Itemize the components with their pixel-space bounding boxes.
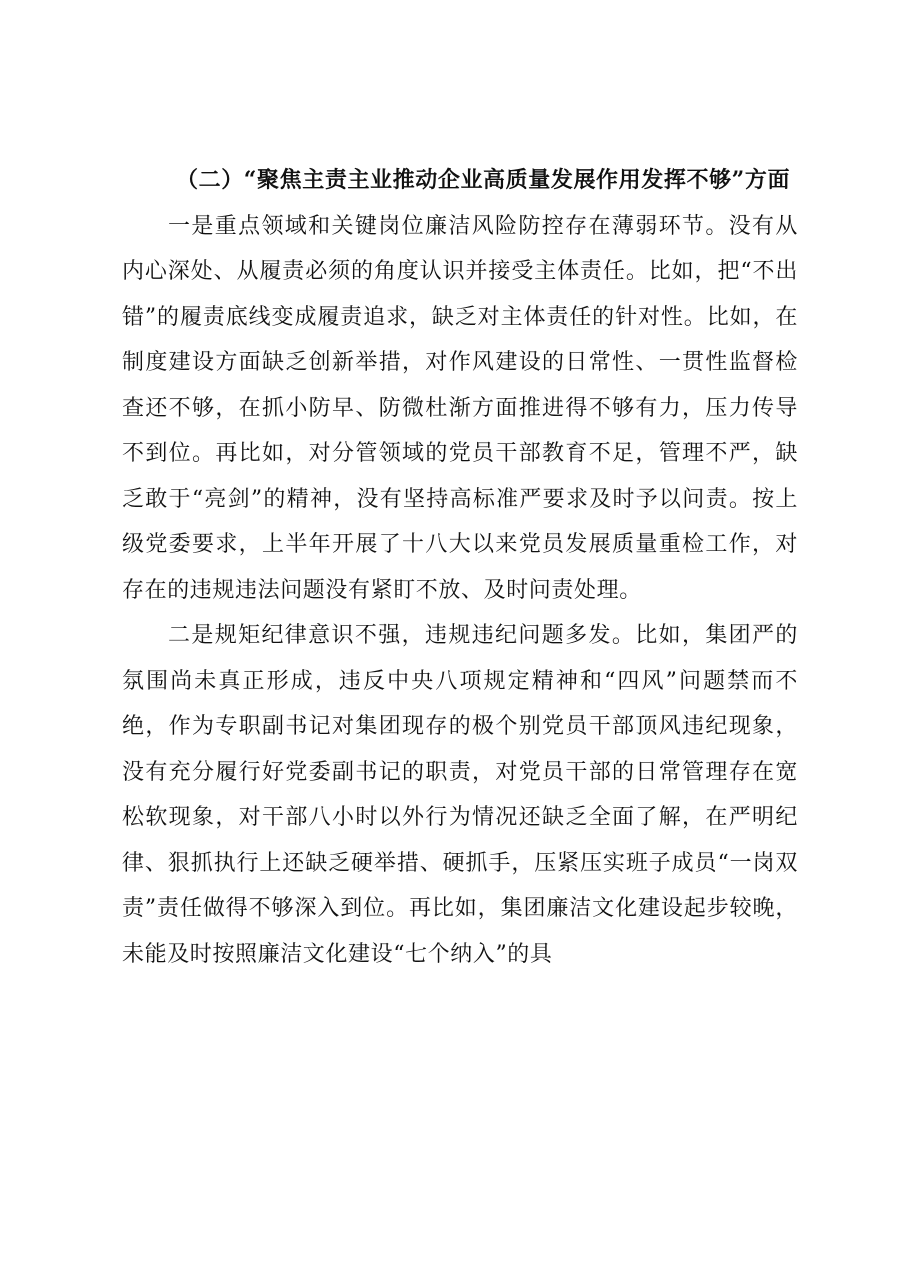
- paragraph-2: 二是规矩纪律意识不强，违规违纪问题多发。比如，集团严的氛围尚未真正形成，违反中央八项规定精神和“四风”问题禁而不绝，作为专职副书记对集团现存的极个别党员干部顶风违纪现象，没有充分履行好党委副书记的职责，对党员干部的日常管理存在宽松软现象，对干部八小时以外行为情况还缺乏全面了解，在严明纪律、狠抓执行上还缺乏硬举措、硬抓手，压紧压实班子成员“一岗双责”责任做得不够深入到位。再比如，集团廉洁文化建设起步较晚，未能及时按照廉洁文化建设“七个纳入”的具: [122, 623, 798, 967]
- document-body: [122, 158, 798, 977]
- section-heading: （二）“聚焦主责主业推动企业高质量发展作用发挥不够”方面: [176, 167, 791, 193]
- paragraph-1: 一是重点领域和关键岗位廉洁风险防控存在薄弱环节。没有从内心深处、从履责必须的角度认识并接受主体责任。比如，把“不出错”的履责底线变成履责追求，缺乏对主体责任的针对性。比如，在制度建设方面缺乏创新举措，对作风建设的日常性、一贯性监督检查还不够，在抓小防早、防微杜渐方面推进得不够有力，压力传导不到位。再比如，对分管领域的党员干部教育不足，管理不严，缺乏敢于“亮剑”的精神，没有坚持高标准严要求及时予以问责。按上级党委要求，上半年开展了十八大以来党员发展质量重检工作，对存在的违规违法问题没有紧盯不放、及时问责处理。: [122, 213, 798, 603]
